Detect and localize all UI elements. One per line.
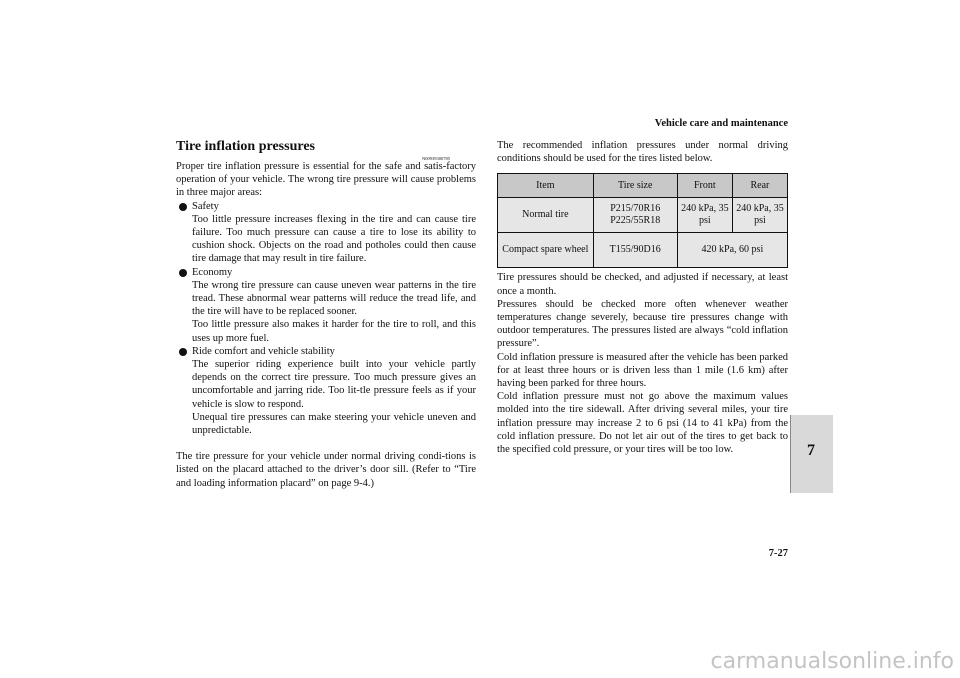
header-item: Item (498, 174, 594, 198)
bullet-heading: Safety (192, 200, 219, 212)
header-tire-size: Tire size (593, 174, 677, 198)
chapter-tab-number: 7 (807, 442, 815, 459)
bullet-text: Too little pressure increases flexing in the tire and can cause tire failure. Too much pressure can cause a tire to lose its ability to cushion shock. Objects on the road and potholes could then cause tire damage that may result in tire failure. (192, 213, 476, 265)
table-row (498, 233, 788, 268)
bullet-ride-comfort (176, 345, 476, 358)
bullet-heading: Ride comfort and vehicle stability (192, 345, 335, 357)
bullet-heading: Economy (192, 266, 233, 278)
bullet-safety (176, 200, 476, 213)
watermark: carmanualsonline.info (710, 649, 954, 674)
running-header: Vehicle care and maintenance (654, 118, 788, 129)
bullet-text: Unequal tire pressures can make steering your vehicle uneven and unpredictable. (192, 411, 476, 437)
cell-item: Normal tire (498, 198, 594, 233)
body-paragraph: Cold inflation pressure must not go above the maximum values molded into the tire sidewall. After driving several miles, your tire inflation pressure may increase 2 to 6 psi (14 to 41 kPa) from the cold inflation pressure. Do not let air out of the tires to get back to the specified cold pressure, or your tires will be too low. (497, 391, 788, 456)
bullet-economy (176, 266, 476, 279)
bullet-dot-icon (179, 269, 187, 277)
bullet-dot-icon (179, 348, 187, 356)
table-header-row (498, 174, 788, 198)
recommendation-paragraph: The recommended inflation pressures under normal driving conditions should be used for the tires listed below. (497, 140, 788, 165)
placard-paragraph: The tire pressure for your vehicle under normal driving condi-tions is listed on the placard attached to the driver’s door sill. (Refer to “Tire and loading information placard” on page 9-4.) (176, 451, 476, 489)
table-row (498, 198, 788, 233)
right-column (497, 139, 788, 456)
body-paragraph: Cold inflation pressure is measured after the vehicle has been parked for at least three hours or is driven less than 1 mile (1.6 km) after having been parked for three hours. (497, 351, 788, 390)
page-number: 7-27 (768, 548, 788, 559)
cell-pressure: 420 kPa, 60 psi (677, 233, 787, 268)
cell-tire-size: P215/70R16 P225/55R18 (593, 198, 677, 233)
body-paragraph: Pressures should be checked more often whenever weather temperatures change severely, because tire pressures change with outdoor temperatures. The pressures listed are always “cold inflation pressure”. (497, 298, 788, 350)
section-code: N00939300785 (422, 156, 450, 161)
cell-front: 240 kPa, 35 psi (677, 198, 732, 233)
cell-rear: 240 kPa, 35 psi (732, 198, 787, 233)
section-title: Tire inflation pressures (176, 139, 315, 154)
header-rear: Rear (732, 174, 787, 198)
left-column (176, 160, 476, 490)
bullet-dot-icon (179, 203, 187, 211)
cell-item: Compact spare wheel (498, 233, 594, 268)
bullet-text: The wrong tire pressure can cause uneven wear patterns in the tire tread. These abnormal wear patterns will reduce the tread life, and the tire will have to be replaced sooner. (192, 279, 476, 318)
bullet-text: Too little pressure also makes it harder for the tire to roll, and this uses up more fuel. (192, 319, 476, 344)
tire-pressure-table (497, 173, 788, 268)
cell-tire-size: T155/90D16 (593, 233, 677, 268)
intro-paragraph: Proper tire inflation pressure is essential for the safe and satis-factory operation of your vehicle. The wrong tire pressure will cause problems in three major areas: (176, 161, 476, 199)
bullet-text: The superior riding experience built into your vehicle partly depends on the correct tire pressure. Too much pressure gives an uncomfortable and jarring ride. Too lit-tle pressure feels as if your vehicle is slow to respond. (192, 359, 476, 410)
header-front: Front (677, 174, 732, 198)
body-paragraph: Tire pressures should be checked, and adjusted if necessary, at least once a month. (497, 272, 788, 297)
